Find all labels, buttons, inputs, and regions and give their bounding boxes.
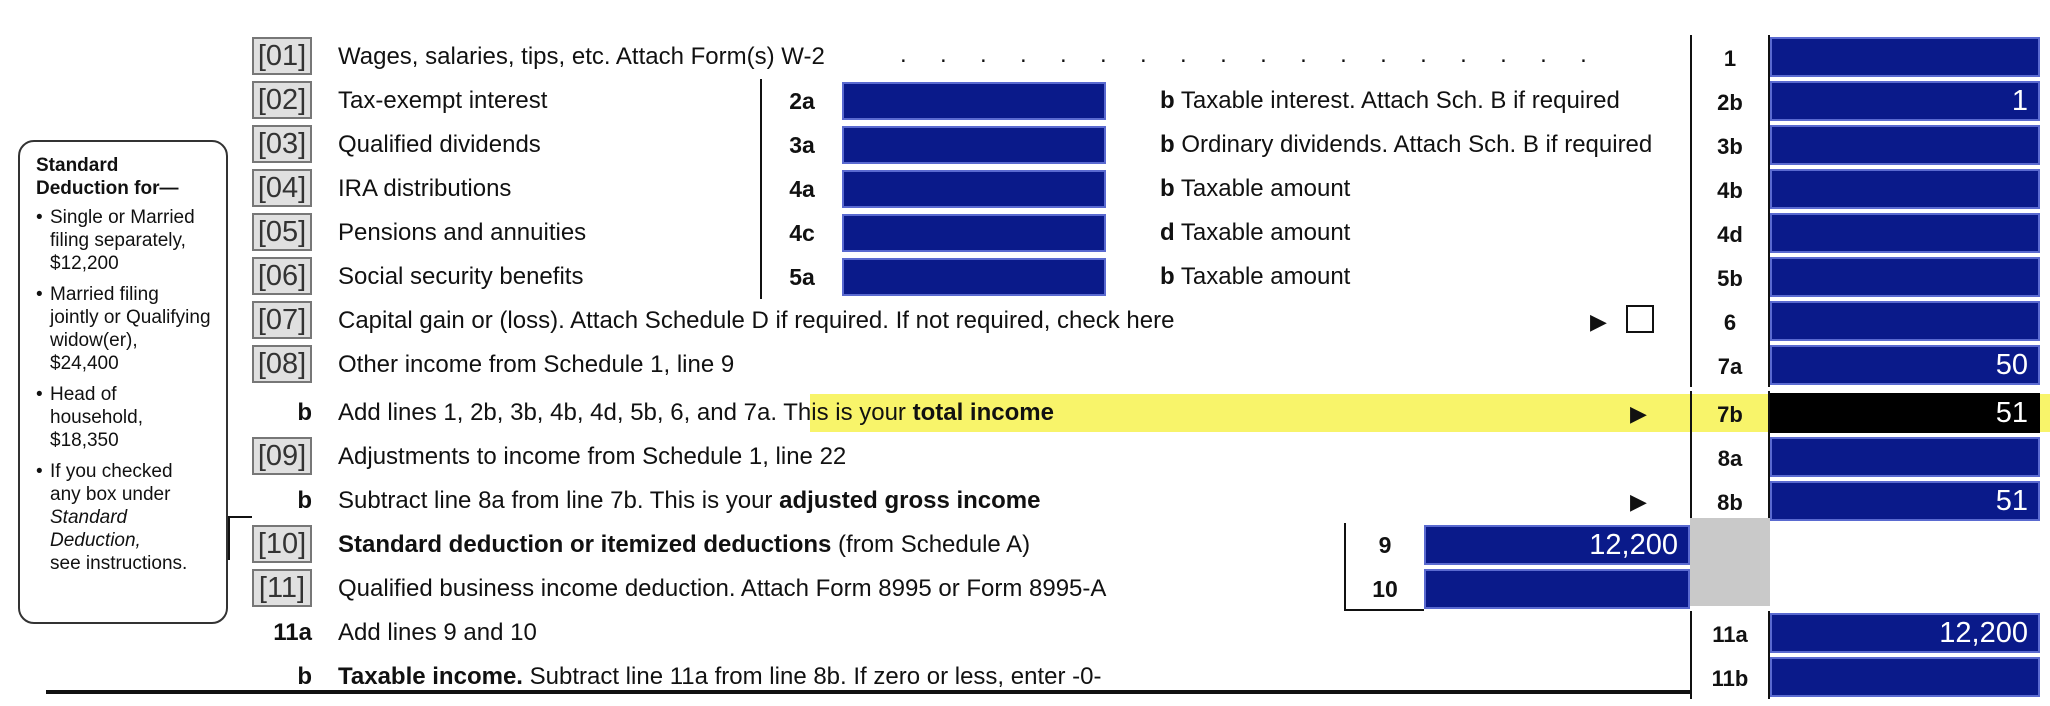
row-description-bold: Standard deduction or itemized deductions xyxy=(338,531,832,558)
form-row-line-8a xyxy=(0,435,2050,479)
row-description: Qualified dividends xyxy=(338,131,541,158)
right-description xyxy=(1160,131,1652,159)
line-number-box: 2b xyxy=(1690,79,1770,123)
form-row-line-6 xyxy=(0,255,2050,299)
row-tag: [09] xyxy=(252,437,312,475)
line-number-box: 4b xyxy=(1690,167,1770,211)
mid-line-label: 2a xyxy=(760,79,842,123)
row-tag: [08] xyxy=(252,345,312,383)
line-number-box: 5b xyxy=(1690,255,1770,299)
line-number-box: 11b xyxy=(1690,655,1770,699)
sub-letter: d xyxy=(1160,219,1175,246)
row-letter: 11a xyxy=(273,619,312,646)
row-description: Add lines 9 and 10 xyxy=(338,619,537,646)
amount-field-line-5a[interactable] xyxy=(842,258,1106,296)
bullet-text: Married filing xyxy=(50,284,159,305)
row-tag: [10] xyxy=(252,525,312,563)
form-row-line-1 xyxy=(0,35,2050,79)
row-tag: [05] xyxy=(252,213,312,251)
sub-letter: b xyxy=(1160,263,1175,290)
amount-field-line-3b[interactable] xyxy=(1770,125,2040,165)
form-row-line-4 xyxy=(0,167,2050,211)
amount-field-line-2b[interactable]: 1 xyxy=(1770,81,2040,121)
capital-gain-checkbox[interactable] xyxy=(1626,305,1654,333)
right-description-text: Taxable amount xyxy=(1180,263,1351,290)
row-tag: [06] xyxy=(252,257,312,295)
right-description xyxy=(1160,263,1350,291)
arrow-right-icon: ▶ xyxy=(1590,309,1607,334)
row-tag: [03] xyxy=(252,125,312,163)
bullet-text: Standard xyxy=(50,507,128,528)
amount-field-line-3a[interactable] xyxy=(842,126,1106,164)
inner-line-label: 9 xyxy=(1344,523,1424,567)
line-number-box: 7b xyxy=(1690,391,1770,435)
amount-field-line-4d[interactable] xyxy=(1770,213,2040,253)
amount-field-line-9[interactable]: 12,200 xyxy=(1424,525,1690,565)
bullet-text: If you checked xyxy=(50,461,173,482)
amount-field-line-8a[interactable] xyxy=(1770,437,2040,477)
form-row-line-3 xyxy=(0,123,2050,167)
line-number-box: 6 xyxy=(1690,299,1770,343)
inner-line-label: 10 xyxy=(1344,567,1424,611)
row-letter: b xyxy=(297,399,312,426)
form-row-line-11a xyxy=(0,611,2050,655)
amount-field-line-1[interactable] xyxy=(1770,37,2040,77)
row-description: Other income from Schedule 1, line 9 xyxy=(338,351,735,378)
row-description-text: (from Schedule A) xyxy=(831,531,1031,558)
line-number-box: 1 xyxy=(1690,35,1770,79)
sub-letter: b xyxy=(1160,131,1175,158)
row-tag: [07] xyxy=(252,301,312,339)
row-tag: [02] xyxy=(252,81,312,119)
right-description-text: Taxable interest. Attach Sch. B if required xyxy=(1180,87,1620,114)
form-row-line-10 xyxy=(0,567,2050,611)
bullet-text: widow(er), xyxy=(50,330,138,351)
row-description: IRA distributions xyxy=(338,175,512,202)
bullet-text: household, xyxy=(50,407,143,428)
amount-field-line-2a[interactable] xyxy=(842,82,1106,120)
row-description-text: Subtract line 11a from line 8b. If zero or less, enter -0- xyxy=(522,663,1102,690)
right-description xyxy=(1160,87,1620,115)
row-description xyxy=(338,399,1054,427)
row-tag: [01] xyxy=(252,37,312,75)
bullet-text: $12,200 xyxy=(50,253,119,274)
line-number-box: 8a xyxy=(1690,435,1770,479)
form-row-line-6-capital-gain xyxy=(0,299,2050,343)
arrow-right-icon: ▶ xyxy=(1630,489,1647,514)
amount-field-line-5b[interactable] xyxy=(1770,257,2040,297)
amount-field-line-11b[interactable] xyxy=(1770,657,2040,697)
bullet-text: filing separately, xyxy=(50,230,186,251)
row-description: Tax-exempt interest xyxy=(338,87,548,114)
sidebar-title-line2: Deduction for— xyxy=(36,178,179,199)
bottom-rule xyxy=(46,690,1690,694)
bullet-text: $18,350 xyxy=(50,430,119,451)
bullet-text: Deduction, xyxy=(50,530,141,551)
bullet-text: Head of xyxy=(50,384,117,405)
amount-field-line-7b[interactable]: 51 xyxy=(1770,393,2040,433)
amount-field-line-4b[interactable] xyxy=(1770,169,2040,209)
line-number-box: 7a xyxy=(1690,343,1770,387)
bullet-text: Single or Married xyxy=(50,207,195,228)
amount-field-line-10[interactable] xyxy=(1424,569,1690,609)
right-description-text: Taxable amount xyxy=(1180,219,1351,246)
row-tag: [11] xyxy=(252,569,312,607)
amount-field-line-4a[interactable] xyxy=(842,170,1106,208)
right-description-text: Ordinary dividends. Attach Sch. B if required xyxy=(1181,131,1653,158)
row-description-bold: Taxable income. xyxy=(338,663,523,690)
line-number-box: 4d xyxy=(1690,211,1770,255)
form-row-line-9 xyxy=(0,523,2050,567)
row-description xyxy=(338,531,1030,559)
right-description-text: Taxable amount xyxy=(1180,175,1351,202)
form-row-line-5 xyxy=(0,211,2050,255)
line-number-box: 3b xyxy=(1690,123,1770,167)
arrow-right-icon: ▶ xyxy=(1630,401,1647,426)
mid-line-label: 4c xyxy=(760,211,842,255)
mid-line-label: 5a xyxy=(760,255,842,299)
row-description xyxy=(338,487,1041,515)
bullet-text: any box under xyxy=(50,484,171,505)
line-number-box: 8b xyxy=(1690,479,1770,523)
row-description: Social security benefits xyxy=(338,263,584,290)
right-description xyxy=(1160,175,1350,203)
amount-field-line-8b[interactable]: 51 xyxy=(1770,481,2040,521)
row-description-text: Subtract line 8a from line 7b. This is your xyxy=(338,487,780,514)
bullet-text: $24,400 xyxy=(50,353,119,374)
amount-field-line-11a[interactable]: 12,200 xyxy=(1770,613,2040,653)
row-description: Qualified business income deduction. Attach Form 8995 or Form 8995-A xyxy=(338,575,1107,602)
row-description xyxy=(338,663,1101,691)
bullet-text: see instructions. xyxy=(50,553,188,574)
amount-field-line-6[interactable] xyxy=(1770,301,2040,341)
mid-line-label: 3a xyxy=(760,123,842,167)
right-description xyxy=(1160,219,1350,247)
row-description: Wages, salaries, tips, etc. Attach Form(s) W-2 xyxy=(338,43,825,70)
row-description: Adjustments to income from Schedule 1, line 22 xyxy=(338,443,847,470)
sidebar-title-line1: Standard xyxy=(36,155,119,176)
form-row-line-2 xyxy=(0,79,2050,123)
row-description-bold: total income xyxy=(912,399,1054,426)
mid-line-label: 4a xyxy=(760,167,842,211)
row-description: Pensions and annuities xyxy=(338,219,587,246)
row-tag: [04] xyxy=(252,169,312,207)
form-row-line-8b xyxy=(0,479,2050,523)
row-description: Capital gain or (loss). Attach Schedule D if required. If not required, check here xyxy=(338,307,1175,334)
row-description-text: Add lines 1, 2b, 3b, 4b, 4d, 5b, 6, and 7a. This is your xyxy=(338,399,913,426)
form-row-line-7b xyxy=(0,391,2050,435)
line-number-box: 11a xyxy=(1690,611,1770,655)
row-letter: b xyxy=(297,487,312,514)
row-letter: b xyxy=(297,663,312,690)
form-row-line-7a xyxy=(0,343,2050,387)
amount-field-line-4c[interactable] xyxy=(842,214,1106,252)
amount-field-line-7a[interactable]: 50 xyxy=(1770,345,2040,385)
sub-letter: b xyxy=(1160,175,1175,202)
dot-leader: . . . . . . . . . . . . . . . . . . xyxy=(900,41,1587,68)
sub-letter: b xyxy=(1160,87,1175,114)
bullet-text: jointly or Qualifying xyxy=(50,307,211,328)
row-description-bold: adjusted gross income xyxy=(779,487,1041,514)
